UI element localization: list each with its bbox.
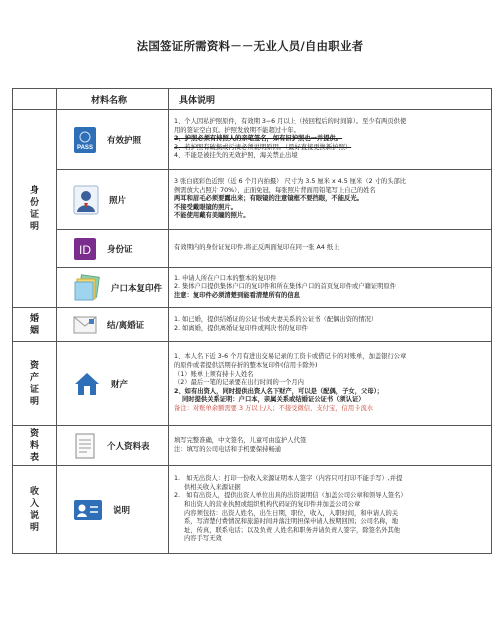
material-income xyxy=(57,466,169,554)
desc-line: 的原件或者提供活期存折的整本复印件(信用卡除外) xyxy=(174,362,318,370)
desc-line: 内容手写无效 xyxy=(184,535,222,543)
category-marriage-label: 婚姻 xyxy=(29,313,39,336)
material-assets xyxy=(57,342,169,426)
desc-line: （1）账单上须有持卡人姓名 xyxy=(174,370,254,378)
material-marriage-label: 结/离婚证 xyxy=(107,320,145,331)
desc-line: 3、若护照有破损或污渍必须说明原因。（最好直接更换新护照） xyxy=(174,143,352,151)
material-idcard-label: 身份证 xyxy=(107,244,133,255)
desc-line: 填写完整准确，中文签名，儿童可由监护人代签 xyxy=(174,436,307,444)
description-passport xyxy=(169,110,492,170)
category-assets xyxy=(13,342,57,426)
desc-line: 注：填写的公司电话和手机要保持畅通 xyxy=(174,445,282,453)
table-row xyxy=(13,110,492,170)
table-row xyxy=(13,308,492,342)
material-assets-label: 财产 xyxy=(111,379,129,390)
desc-line: 有效期内的身份证复印件,将正反两面复印在同一张 A4 纸上 xyxy=(174,244,340,252)
desc-line: 1. 如已婚，提供结婚证的公证书或夫妻关系的公证书（配偶出资的情况） xyxy=(174,315,378,323)
description-assets xyxy=(169,342,492,426)
header-material-name: 材料名称 xyxy=(57,89,169,110)
documents-stack-icon xyxy=(73,274,101,302)
desc-line: 不能使用戴有美瞳的照片。 xyxy=(174,212,250,220)
category-form xyxy=(13,426,57,466)
desc-line: 用的签证空白页。护照发放期不能超过十年。 xyxy=(174,126,300,134)
description-idcard xyxy=(169,230,492,268)
material-passport-label: 有效护照 xyxy=(107,135,142,146)
material-income-label: 说明 xyxy=(113,505,131,516)
desc-line: 系，写清楚付费情况和旅游时间并落注明担保申请人按期回国；公司名称，地 xyxy=(184,518,399,526)
description-photo xyxy=(169,170,492,230)
material-passport xyxy=(57,110,169,170)
material-hukou xyxy=(57,268,169,308)
table-row xyxy=(13,170,492,230)
id-card-icon xyxy=(73,237,97,261)
description-hukou xyxy=(169,268,492,308)
desc-line: 例需放大占照片 70%），正面免冠，每张照片背面用铅笔写上自己的姓名 xyxy=(174,186,376,194)
house-icon xyxy=(73,371,101,397)
desc-line: 1、本人名下近 3-6 个月有进出交易记录的工资卡或借记卡的对账单，加盖银行公章 xyxy=(174,353,407,361)
requirements-table xyxy=(12,88,492,554)
desc-line: 注意：复印件必须清楚到能看清楚所有的信息 xyxy=(174,291,300,299)
category-assets-label: 资产证明 xyxy=(29,360,39,407)
desc-line: 3 张白底彩色近照（近 6 个月内拍摄） 尺寸为 3.5 厘米 x 4.5 厘米（2 寸的头部比 xyxy=(174,178,407,186)
desc-line: 内容须包括：出资人姓名，出生日期，职位，收入，入职时间，和申请人的关 xyxy=(184,509,399,517)
category-identity xyxy=(13,110,57,308)
table-row xyxy=(13,466,492,554)
table-row xyxy=(13,230,492,268)
header-blank xyxy=(13,89,57,110)
material-form xyxy=(57,426,169,466)
desc-line: 备注：对账单余额需要 3 万以上/人；不接受微信、支付宝，信用卡流水 xyxy=(174,404,374,412)
table-header-row xyxy=(13,89,492,110)
material-idcard xyxy=(57,230,169,268)
desc-line: 4、不能是被挂失的无效护照，海关禁止出境 xyxy=(174,152,298,160)
header-description: 具体说明 xyxy=(169,89,492,110)
desc-line: 2、如有出资人，同时提供出资人名下财产，可以是（配偶，子女，父母）； xyxy=(174,387,384,395)
svg-text:ID: ID xyxy=(79,242,91,257)
material-photo-label: 照片 xyxy=(109,195,127,206)
table-row xyxy=(13,268,492,308)
desc-line: 2. 如离婚，提供离婚证复印件或判决书的复印件 xyxy=(174,324,308,332)
description-marriage xyxy=(169,308,492,342)
document-form-icon xyxy=(73,433,97,459)
category-marriage xyxy=(13,308,57,342)
desc-line: 1. 如无出资人：打印一份收入来源证明本人签字（内容只可打印不能手写）,并提 xyxy=(174,475,403,483)
table-row xyxy=(13,342,492,426)
material-form-label: 个人资料表 xyxy=(107,441,150,452)
description-income xyxy=(169,466,492,554)
category-identity-label: 身份证明 xyxy=(29,185,39,232)
desc-line: 2. 集体户口提供集体户口的复印件和所在集体户口的首页复印件或户籍证明原件 xyxy=(174,283,397,291)
passport-icon xyxy=(73,126,97,154)
desc-line: 同时提供关系证明：户口本，亲属关系或结婚证公证书（须认证） xyxy=(182,396,365,404)
svg-text:PASS: PASS xyxy=(77,144,93,151)
material-photo xyxy=(57,170,169,230)
category-income xyxy=(13,466,57,554)
category-form-label: 资料表 xyxy=(29,428,39,463)
material-marriage xyxy=(57,308,169,342)
desc-line: 2. 如有出资人，提供出资人单位出具的出资说明信（加盖公司公章和领导人签名） xyxy=(174,492,407,500)
person-photo-icon xyxy=(73,185,99,215)
desc-line: 1. 申请人所在户口本的整本的复印件 xyxy=(174,274,277,282)
description-form xyxy=(169,426,492,466)
category-income-label: 收入说明 xyxy=(29,486,39,533)
desc-line: 1、个人因私护照原件，有效期 3−6 月以上（按回程后的时间算）。至少有两页供使 xyxy=(174,118,407,126)
desc-line: 不接受戴眼镜的照片。 xyxy=(174,203,237,211)
desc-line: 和出资人的营业执照或组织机构代码证的复印件并加盖公司公章 xyxy=(184,500,361,508)
envelope-icon xyxy=(73,315,97,335)
table-row xyxy=(13,426,492,466)
desc-line: 供相关收入来源证据 xyxy=(184,483,241,491)
desc-line: 两耳和眉毛必须要露出来；有眼镜的注意镜框不要挡眼，不能反光。 xyxy=(174,195,363,203)
page-title: 法国签证所需资料－－无业人员/自由职业者 xyxy=(136,39,364,53)
material-hukou-label: 户口本复印件 xyxy=(111,283,163,294)
desc-line: 址，传真，联系电话；以及负责 人姓名和职务并请负责人签字，除签名外其他 xyxy=(184,526,401,534)
id-badge-icon xyxy=(73,498,103,522)
desc-line: （2）最后一笔的记录要在出行时间的一个月内 xyxy=(174,379,304,387)
desc-line: 2、护照必须有持照人的亲笔签名，如有旧护照也一并提供。 xyxy=(174,135,343,143)
